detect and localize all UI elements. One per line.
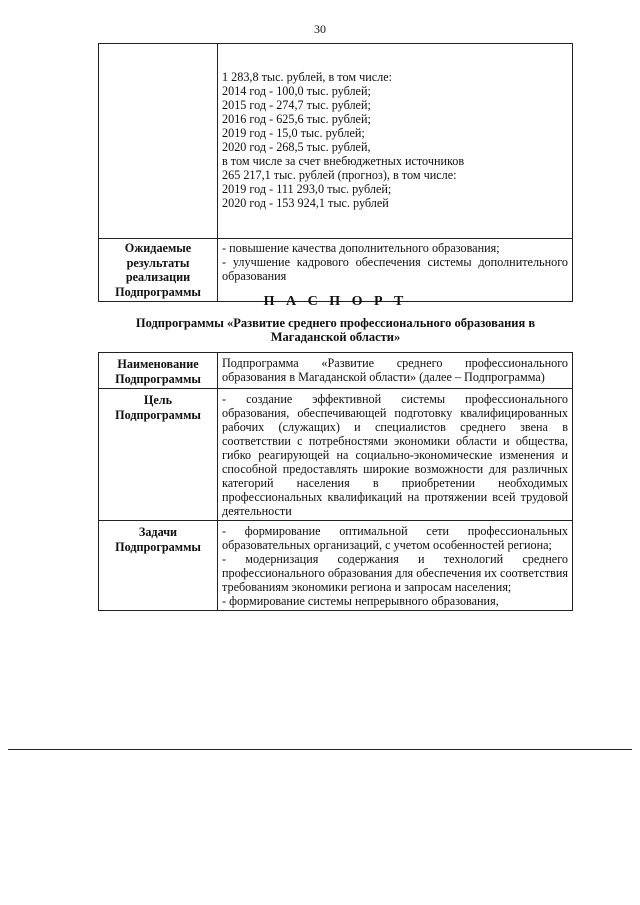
name-value: Подпрограмма «Развитие среднего профессионального образования в Магаданской области» (далее – Подпрограмма) — [218, 353, 573, 389]
goal-row — [99, 389, 573, 521]
goal-value: - создание эффективной системы профессионального образования, обеспечивающей подготовку квалифицированных рабочих (служащих) и специалистов среднего звена в соответствии с потребностями экономики области и общества, гибко реагирующей на социально-экономические изменения и способной предоставлять широкие возможности для различных категорий населения в приобретении необходимых профессиональных квалификаций на протяжении всей трудовой деятельности — [218, 389, 573, 521]
funding-line: 265 217,1 тыс. рублей (прогноз), в том числе: — [222, 168, 457, 182]
task-item: - модернизация содержания и технологий среднего профессионального образования для обеспечения их соответствия требованиям экономики региона и запросам населения; — [222, 552, 568, 594]
goal-label: Цель Подпрограммы — [99, 389, 218, 521]
name-label: Наименование Подпрограммы — [99, 353, 218, 389]
funding-line: 1 283,8 тыс. рублей, в том числе: — [222, 70, 393, 84]
results-cell — [218, 239, 573, 302]
funding-row — [99, 44, 573, 239]
funding-table — [98, 43, 573, 302]
results-label: Ожидаемые результаты реализации Подпрограммы — [99, 239, 218, 302]
funding-label-cell — [99, 44, 218, 239]
funding-line: 2019 год - 111 293,0 тыс. рублей; — [222, 182, 392, 196]
tasks-label: Задачи Подпрограммы — [99, 521, 218, 611]
funding-cell — [218, 44, 573, 239]
funding-line: в том числе за счет внебюджетных источников — [222, 154, 465, 168]
results-item: - улучшение кадрового обеспечения системы дополнительного образования — [222, 255, 568, 283]
tasks-value — [218, 521, 573, 611]
funding-line: 2015 год - 274,7 тыс. рублей; — [222, 98, 371, 112]
results-item: - повышение качества дополнительного образования; — [222, 241, 500, 255]
passport-subtitle: Подпрограммы «Развитие среднего профессионального образования в Магаданской области» — [135, 316, 536, 344]
task-item: - формирование оптимальной сети профессиональных образовательных организаций, с учетом особенностей региона; — [222, 524, 568, 552]
funding-line: 2014 год - 100,0 тыс. рублей; — [222, 84, 371, 98]
funding-line: 2016 год - 625,6 тыс. рублей; — [222, 112, 371, 126]
tasks-row — [99, 521, 573, 611]
funding-line: 2020 год - 153 924,1 тыс. рублей — [222, 196, 389, 210]
funding-line: 2020 год - 268,5 тыс. рублей, — [222, 140, 371, 154]
footer-rule — [8, 749, 632, 750]
passport-title: П А С П О Р Т — [263, 294, 408, 309]
results-row — [99, 239, 573, 302]
task-item: - формирование системы непрерывного образования, — [222, 594, 499, 608]
funding-line: 2019 год - 15,0 тыс. рублей; — [222, 126, 365, 140]
name-row — [99, 353, 573, 389]
passport-table — [98, 352, 573, 611]
page-number: 30 — [314, 22, 326, 36]
